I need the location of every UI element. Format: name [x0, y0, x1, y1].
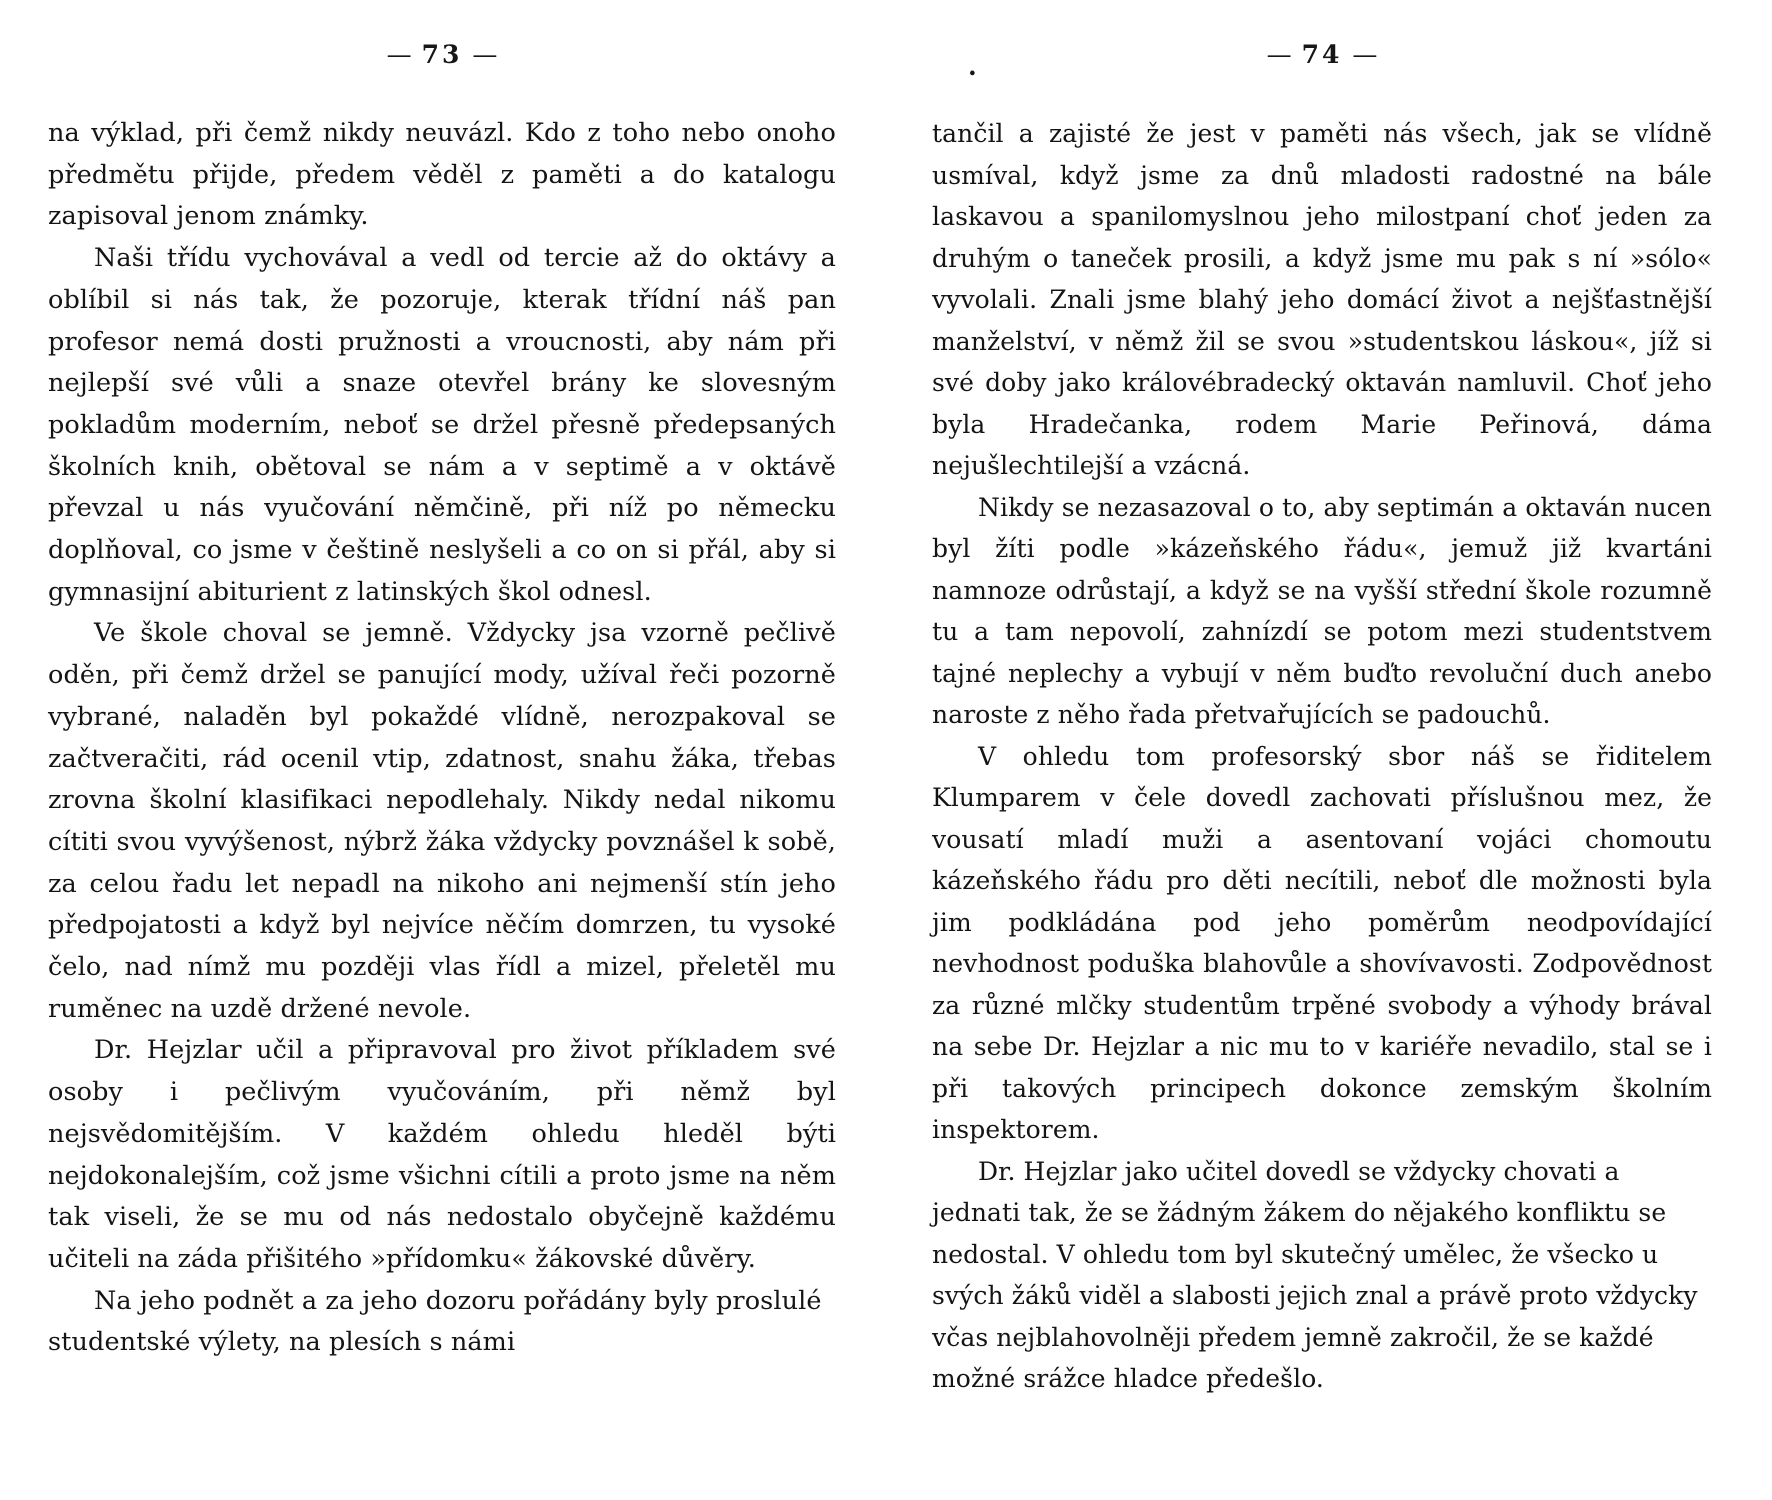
paragraph: Dr. Hejzlar učil a připravoval pro život příkladem své osoby i pečlivým vyučováním, při němž byl nejsvědomitějším. V každém ohledu hleděl býti nejdokonalejším, což jsme všichni cítili a proto jsme na něm tak viseli, že se mu od nás nedostalo obyčejně každému učiteli na záda přišitého »přídomku« žákovské důvěry. — [48, 1035, 836, 1274]
right-page-body — [932, 113, 1712, 1400]
paragraph: na výklad, při čemž nikdy neuvázl. Kdo z toho nebo onoho předmětu přijde, předem věděl z paměti a do katalogu zapisoval jenom známky. — [48, 118, 836, 232]
folio-dash-left-2: — — [472, 40, 498, 69]
paragraph: tančil a zajisté že jest v paměti nás všech, jak se vlídně usmíval, když jsme za dnů mladosti radostné na bále laskavou a spanilomyslnou jeho milostpaní choť jeden za druhým o taneček prosili, a když jsme mu pak s ní »sólo« vyvolali. Znali jsme blahý jeho domácí život a nejšťastnější manželství, v němž žil se svou »studentskou láskou«, jíž si své doby jako královébradecký oktaván namluvil. Choť jeho byla Hradečanka, rodem Marie Peřinová, dáma nejušlechtilejší a vzácná. — [932, 119, 1712, 480]
paragraph: V ohledu tom profesorský sbor náš se řiditelem Klumparem v čele dovedl zachovati příslušnou mez, že vousatí mladí muži a asentovaní vojáci chomoutu kázeňského řádu pro děti necítili, neboť dle možnosti byla jim podkládána pod jeho poměrům neodpovídající nevhodnost poduška blahovůle a shovívavosti. Zodpovědnost za různé mlčky studentům trpěné svobody a výhody brával na sebe Dr. Hejzlar a nic mu to v kariéře nevadilo, stal se i při takových principech dokonce zemským školním inspektorem. — [932, 741, 1712, 1144]
folio-dash-left: — — [386, 40, 412, 69]
folio-dash-right-2: — — [1352, 40, 1378, 69]
right-page — [886, 0, 1772, 1500]
paragraph: Ve škole choval se jemně. Vždycky jsa vzorně pečlivě oděn, při čemž držel se panující mody, užíval řeči pozorně vybrané, naladěn byl pokaždé vlídně, nerozpakoval se začtveračiti, rád ocenil vtip, zdatnost, snahu žáka, třebas zrovna školní klasifikaci nepodlehaly. Nikdy nedal nikomu cítiti svou vyvýšenost, nýbrž žáka vždycky povznášel k sobě, za celou řadu let nepadl na nikoho ani nejmenší stín jeho předpojatosti a když byl nejvíce něčím domrzen, tu vysoké čelo, nad nímž mu později vlas řídl a mizel, přeletěl mu ruměnec na uzdě držené nevole. — [48, 618, 836, 1024]
folio-number-right: 74 — [1301, 40, 1343, 69]
paragraph: Naši třídu vychovával a vedl od tercie až do oktávy a oblíbil si nás tak, že pozoruje, kterak třídní náš pan profesor nemá dosti pružnosti a vroucnosti, aby nám při nejlepší své vůli a snaze otevřel brány ke slovesným pokladům moderním, neboť se držel přesně předepsaných školních knih, obětoval se nám a v septimě a v oktávě převzal u nás vyučování němčině, při níž po německu doplňoval, co jsme v češtině neslyšeli a co on si přál, aby si gymnasijní abiturient z latinských škol odnesl. — [48, 243, 836, 607]
left-page-body — [48, 113, 836, 1364]
paragraph: Nikdy se nezasazoval o to, aby septimán a oktaván nucen byl žíti podle »kázeňského řádu«, jemuž již kvartáni namnoze odrůstají, a když se na vyšší střední škole rozumně tu a tam nepovolí, zahnízdí se potom mezi studentstvem tajné neplechy a vybují v něm buďto revoluční duch anebo naroste z něho řada přetvařujících se padouchů. — [932, 492, 1712, 729]
page-number-left — [48, 40, 836, 69]
folio-dash-right: — — [1266, 40, 1292, 69]
paragraph: Na jeho podnět a za jeho dozoru pořádány byly proslulé studentské výlety, na plesích s námi — [48, 1285, 822, 1358]
paragraph: Dr. Hejzlar jako učitel dovedl se vždycky chovati a jednati tak, že se žádným žákem do nějakého konfliktu se nedostal. V ohledu tom byl skutečný umělec, že všecko u svých žáků viděl a slabosti jejich znal a právě proto vždycky včas nejblahovolněji předem jemně zakročil, že se každé možné srážce hladce předešlo. — [932, 1156, 1698, 1393]
page-number-right — [932, 40, 1712, 81]
stray-ink-mark: . — [968, 52, 980, 81]
folio-number-left: 73 — [421, 40, 463, 69]
